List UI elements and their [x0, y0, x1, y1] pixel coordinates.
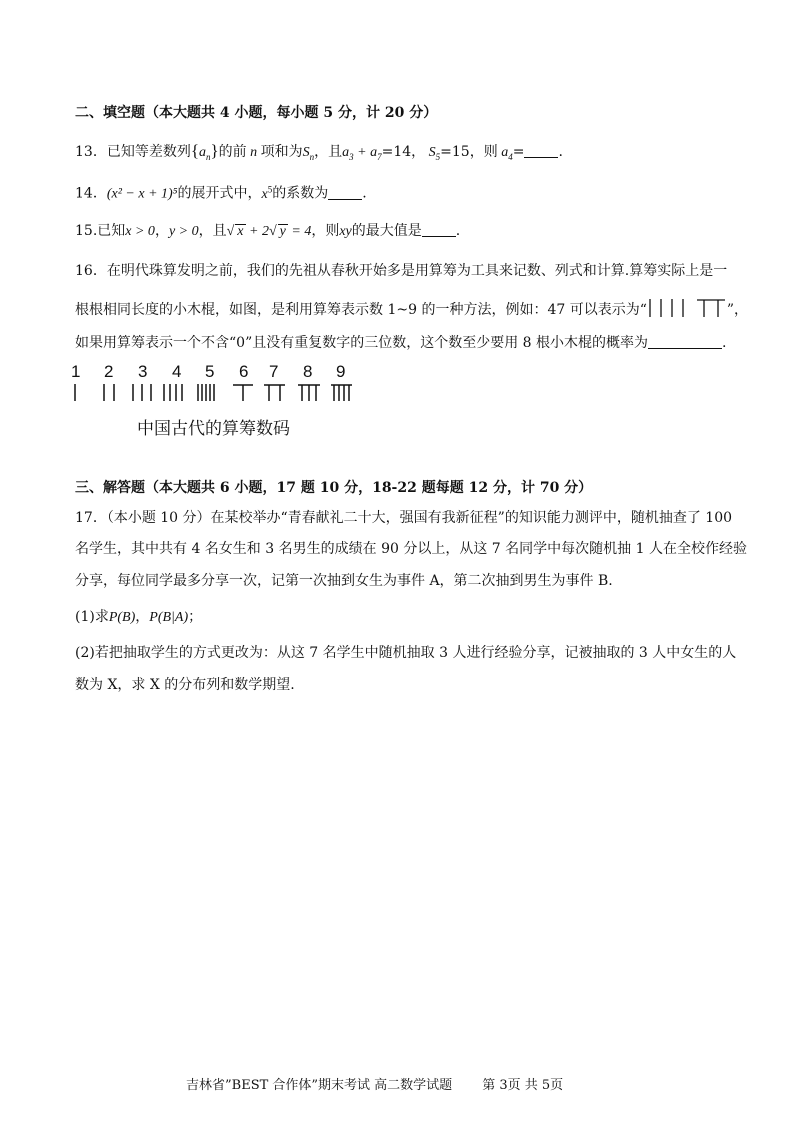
q13-text-2: 的前	[218, 144, 247, 160]
q13-sn: $S_n$	[302, 145, 315, 162]
footer-exam-title: 吉林省”BEST 合作体”期末考试 高二数学试题	[186, 1078, 453, 1093]
q15-text-3: ，且	[198, 223, 227, 239]
numeral-1: 1	[71, 362, 81, 381]
q14-text-1: 的展开式中，	[177, 185, 262, 202]
numeral-6: 6	[239, 362, 249, 381]
figure-caption: 中国古代的算筹数码	[137, 419, 290, 439]
q17-pb: P(B)	[108, 610, 136, 625]
q13-text-1: 已知等差数列	[106, 144, 191, 160]
question-17-part-1	[75, 608, 202, 627]
counting-rods-icon	[0, 0, 794, 420]
q15-xy: xy	[339, 224, 352, 239]
q15-text-2: ，	[154, 223, 169, 239]
q13-eq-3: =	[512, 144, 525, 160]
q13-a3-a7: $a_3 + a_7$	[342, 145, 382, 162]
question-17-part-2-line-2: 数为 X，求 X 的分布列和数学期望.	[75, 677, 295, 693]
q13-text-4: ，且	[314, 144, 343, 160]
numeral-8: 8	[303, 362, 313, 381]
question-17-part-2-line-1: (2)若把抽取学生的方式更改为：从这 7 名学生中随机抽取 3 人进行经验分享，记被抽取的 3 人中女生的人	[75, 645, 737, 661]
q14-expression: (x² − x + 1)⁵	[106, 186, 178, 202]
q15-sqrt-expr: √ x + 2√ y	[226, 224, 286, 239]
page-footer	[186, 1074, 563, 1093]
q15-cond-2: y > 0	[168, 224, 199, 239]
q13-sequence: $\{a_n\}$	[190, 141, 219, 162]
footer-page-number: 第 3页 共 5页	[482, 1078, 564, 1093]
q15-cond-1: x > 0	[125, 224, 155, 239]
q17-p1-c: ，	[135, 609, 150, 625]
q13-number: 13．	[75, 144, 107, 160]
q14-number: 14．	[75, 185, 107, 202]
q17-p1-e: ；	[188, 609, 203, 625]
q17-p1-a: (1)求	[75, 609, 109, 625]
q13-s5: $S_5$	[428, 145, 441, 162]
numeral-3: 3	[138, 362, 148, 381]
q15-text-5: 的最大值是	[351, 223, 422, 239]
q14-end: .	[362, 185, 367, 202]
q15-text-1: 已知	[97, 223, 126, 239]
q13-eq-2: =15，则	[440, 144, 498, 160]
section-2-title: 二、填空题（本大题共 4 小题，每小题 5 分，计 20 分）	[75, 105, 438, 121]
question-17-line-2: 名学生，其中共有 4 名女生和 3 名男生的成绩在 90 分以上，从这 7 名同学中每次随机抽 1 人在全校作经验	[75, 541, 747, 557]
q14-x5: $x^5$	[261, 184, 273, 202]
question-17-line-3: 分享，每位同学最多分享一次，记第一次抽到女生为事件 A，第二次抽到男生为事件 B.	[75, 573, 613, 589]
q13-a4: $a_4$	[501, 145, 513, 162]
question-17-line-1: 17．（本小题 10 分）在某校举办“青春献礼二十大，强国有我新征程”的知识能力测评中，随机抽查了 100	[75, 510, 733, 526]
numeral-7: 7	[269, 362, 279, 381]
q13-eq-1: =14，	[381, 144, 426, 160]
q16-text-2b: ”，	[726, 302, 749, 318]
numeral-9: 9	[336, 362, 346, 381]
q13-end: .	[558, 144, 563, 160]
q13-text-3: 项和为	[260, 144, 303, 160]
q15-number: 15.	[75, 223, 98, 239]
q15-text-4: ，则	[311, 223, 340, 239]
section-3-title: 三、解答题（本大题共 6 小题，17 题 10 分，18-22 题每题 12 分，计 70 分）	[75, 480, 593, 496]
q16-text-2a: 根根相同长度的小木棍，如图，是利用算筹表示数 1~9 的一种方法，例如：47 可以表示为“	[75, 302, 647, 318]
q16-end: .	[722, 335, 727, 351]
q13-n: n	[246, 145, 261, 160]
numeral-5: 5	[205, 362, 215, 381]
q15-cond-3: = 4	[291, 224, 312, 239]
q17-pba: P(B|A)	[149, 610, 189, 625]
q16-text-3: 如果用算筹表示一个不含“0”且没有重复数字的三位数，这个数至少要用 8 根小木棍的概率为	[75, 335, 649, 351]
numeral-2: 2	[104, 362, 114, 381]
q14-text-2: 的系数为	[272, 185, 329, 202]
question-16-line-1: 16．在明代珠算发明之前，我们的先祖从春秋开始多是用算筹为工具来记数、列式和计算.算筹实际上是一	[75, 263, 728, 279]
numeral-4: 4	[172, 362, 182, 381]
q15-end: .	[455, 223, 461, 239]
